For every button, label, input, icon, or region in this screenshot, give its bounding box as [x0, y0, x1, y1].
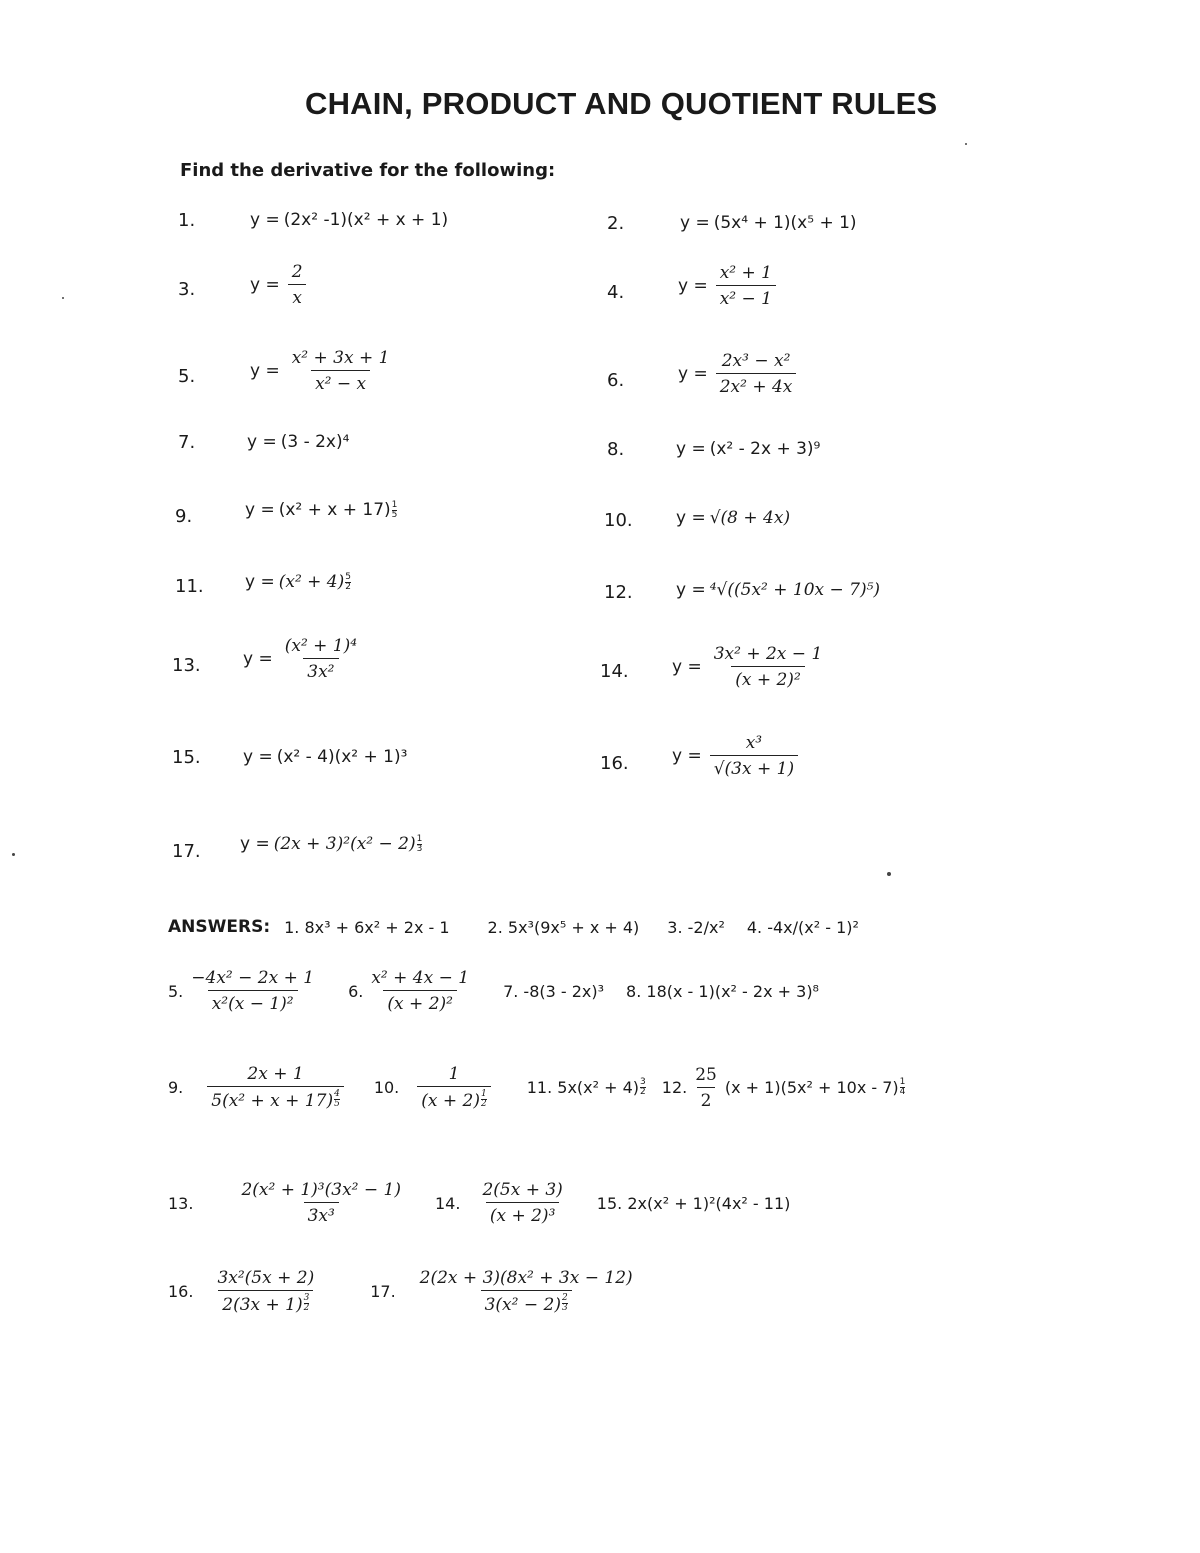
problem-17-equation [240, 834, 422, 854]
exponent-denominator: 2 [303, 1303, 310, 1313]
fraction-numerator: 2x + 1 [247, 1064, 304, 1084]
problem-lead: y = [250, 275, 280, 295]
problem-13-number: 13. [172, 655, 201, 676]
answer-5-fraction [187, 968, 318, 1014]
answer-12-exponent [900, 1078, 906, 1097]
problem-fraction [716, 263, 776, 309]
problem-6-number: 6. [607, 370, 625, 391]
problem-8-equation [676, 439, 820, 459]
problem-11-number: 11. [175, 576, 204, 597]
fraction-denominator: (x + 2)³ [486, 1202, 560, 1226]
problem-10-number: 10. [604, 510, 633, 531]
problem-9-equation [245, 500, 397, 520]
problem-lead: y = [245, 500, 275, 520]
exponent-denominator: 2 [640, 1087, 646, 1097]
problem-4-number: 4. [607, 282, 625, 303]
answer-13-number: 13. [168, 1193, 194, 1213]
fraction-denominator: (x + 2)² [383, 990, 457, 1014]
problem-2-equation [680, 213, 857, 233]
answer-1: 1. 8x³ + 6x² + 2x - 1 [284, 917, 450, 937]
problem-expression: (5x⁴ + 1)(x⁵ + 1) [713, 213, 857, 233]
answer-12-number: 12. [661, 1078, 688, 1097]
problem-lead: y = [676, 439, 706, 459]
problem-16-equation [672, 733, 802, 779]
exponent-denominator: 5 [334, 1099, 340, 1109]
exponent-fraction [345, 573, 351, 592]
fraction-denominator: x² − 1 [716, 285, 776, 309]
answer-10-number: 10. [373, 1078, 400, 1097]
exponent-fraction [392, 501, 398, 520]
problem-fraction [281, 636, 361, 682]
fraction-numerator: 3x² + 2x − 1 [713, 644, 823, 664]
answer-12-coefficient [691, 1065, 721, 1111]
fraction-denominator: x² − x [311, 370, 370, 394]
fraction-numerator: 2(5x + 3) [482, 1180, 563, 1200]
instructions: Find the derivative for the following: [180, 160, 556, 181]
exponent-fraction [481, 1090, 487, 1109]
problem-expression: (x² - 4)(x² + 1)³ [276, 747, 408, 767]
problem-14-equation [672, 644, 830, 690]
problem-lead: y = [676, 580, 706, 600]
problem-16-number: 16. [600, 753, 629, 774]
answer-6-fraction [367, 968, 473, 1014]
answer-9-number: 9. [168, 1078, 184, 1097]
scan-speck [12, 853, 15, 856]
fraction-denominator: (x + 2)² [731, 666, 805, 690]
answer-13-fraction [237, 1180, 405, 1226]
problem-7-equation [247, 432, 349, 452]
answer-7: 7. -8(3 - 2x)³ [503, 981, 605, 1001]
exponent-fraction [334, 1090, 340, 1109]
fraction-denominator: 2x² + 4x [716, 373, 797, 397]
problem-lead: y = [250, 210, 280, 230]
problem-lead: y = [243, 747, 273, 767]
problem-lead: y = [678, 276, 708, 296]
problem-15-number: 15. [172, 747, 201, 768]
problem-fraction [716, 351, 797, 397]
problem-15-equation [243, 747, 407, 767]
exponent-numerator: 1 [391, 499, 398, 510]
fraction-numerator: x² + 4x − 1 [371, 968, 470, 988]
fraction-denominator: x [288, 284, 306, 308]
problem-lead: y = [240, 834, 270, 854]
problem-lead: y = [676, 508, 706, 528]
problem-12-number: 12. [604, 582, 633, 603]
problem-expression: (2x + 3)²(x² − 2) [273, 834, 416, 854]
fraction-numerator: 2x³ − x² [721, 351, 791, 371]
denominator-text: 3(x² − 2) [484, 1295, 561, 1315]
problem-3-equation [250, 262, 311, 308]
answers-row-1 [168, 917, 859, 937]
answers-row-4 [168, 1180, 790, 1226]
answer-16-fraction [213, 1268, 318, 1315]
problem-expression: √(8 + 4x) [709, 508, 791, 528]
exponent-denominator: 4 [899, 1087, 906, 1097]
problem-expression: (2x² -1)(x² + x + 1) [283, 210, 449, 230]
problem-lead: y = [243, 649, 273, 669]
exponent-numerator: 3 [303, 1293, 310, 1303]
answers-row-2 [168, 968, 819, 1014]
fraction-numerator: 2(2x + 3)(8x² + 3x − 12) [419, 1268, 633, 1288]
problem-lead: y = [672, 657, 702, 677]
problem-11-equation [245, 572, 351, 592]
problem-10-equation [676, 508, 790, 528]
problem-lead: y = [245, 572, 275, 592]
answers-row-5 [168, 1268, 641, 1315]
exponent-fraction [417, 835, 423, 854]
problem-expression: ⁴√((5x² + 10x − 7)⁵) [709, 580, 881, 600]
problem-2-number: 2. [607, 213, 625, 234]
answer-3: 3. -2/x² [667, 917, 725, 937]
answer-14-number: 14. [434, 1193, 461, 1213]
problem-7-number: 7. [178, 432, 196, 453]
answer-2: 2. 5x³(9x⁵ + x + 4) [487, 917, 640, 937]
exponent-fraction [304, 1294, 310, 1313]
exponent-numerator: 2 [561, 1293, 568, 1303]
answer-17-fraction [416, 1268, 637, 1315]
fraction-numerator: 2 [291, 262, 303, 282]
problem-3-number: 3. [178, 279, 196, 300]
answer-9-fraction [207, 1064, 344, 1111]
answer-11: 11. 5x(x² + 4) [526, 1078, 640, 1097]
answer-4: 4. -4x/(x² - 1)² [746, 917, 859, 937]
exponent-denominator: 3 [416, 843, 423, 854]
problem-1-equation [250, 210, 448, 230]
answer-15: 15. 2x(x² + 1)²(4x² - 11) [596, 1193, 791, 1213]
fraction-denominator: √(3x + 1) [710, 755, 798, 779]
problem-5-equation [250, 348, 397, 394]
scan-speck [62, 297, 64, 299]
exponent-numerator: 1 [899, 1077, 906, 1087]
answer-12: (x + 1)(5x² + 10x - 7) [724, 1078, 899, 1097]
problem-expression: (x² - 2x + 3)⁹ [709, 439, 821, 459]
page-title: CHAIN, PRODUCT AND QUOTIENT RULES [305, 86, 938, 121]
denominator-text: 2(3x + 1) [222, 1295, 303, 1315]
fraction-numerator: (x² + 1)⁴ [284, 636, 358, 656]
problem-expression: (x² + x + 17) [278, 500, 391, 520]
answer-11-exponent [640, 1078, 646, 1097]
exponent-denominator: 5 [391, 509, 398, 520]
exponent-fraction [562, 1294, 568, 1313]
problem-12-equation [676, 580, 880, 600]
exponent-denominator: 2 [345, 581, 351, 592]
fraction-denominator [218, 1290, 313, 1315]
problem-fraction [288, 348, 394, 394]
fraction-numerator: x² + 1 [719, 263, 772, 283]
fraction-numerator: 25 [695, 1064, 717, 1085]
scan-speck [887, 872, 891, 876]
exponent-denominator: 2 [481, 1099, 487, 1109]
fraction-denominator [207, 1086, 344, 1111]
answer-6-number: 6. [348, 981, 364, 1001]
exponent-numerator: 1 [416, 833, 423, 844]
answers-label: ANSWERS: [168, 917, 271, 937]
problem-9-number: 9. [175, 506, 193, 527]
fraction-denominator [481, 1290, 572, 1315]
problem-lead: y = [672, 746, 702, 766]
exponent-denominator: 3 [561, 1303, 568, 1313]
answer-5-number: 5. [168, 981, 184, 1001]
problem-5-number: 5. [178, 366, 196, 387]
fraction-numerator: 2(x² + 1)³(3x² − 1) [241, 1180, 401, 1200]
problem-14-number: 14. [600, 661, 629, 682]
fraction-denominator: 2 [697, 1087, 716, 1111]
answer-16-number: 16. [168, 1282, 194, 1301]
scan-speck [965, 143, 967, 145]
problem-lead: y = [247, 432, 277, 452]
problem-1-number: 1. [178, 210, 196, 231]
exponent-numerator: 3 [640, 1077, 646, 1087]
problem-4-equation [678, 263, 780, 309]
denominator-text: 5(x² + x + 17) [211, 1091, 334, 1111]
fraction-numerator: x² + 3x + 1 [291, 348, 390, 368]
problem-8-number: 8. [607, 439, 625, 460]
fraction-numerator: x³ [745, 733, 763, 753]
exponent-numerator: 5 [345, 571, 351, 582]
answer-17-number: 17. [370, 1282, 396, 1301]
fraction-denominator [417, 1086, 490, 1111]
problem-expression: (3 - 2x)⁴ [280, 432, 350, 452]
problem-17-number: 17. [172, 841, 201, 862]
problem-13-equation [243, 636, 365, 682]
problem-fraction [288, 262, 307, 308]
exponent-numerator: 1 [481, 1089, 487, 1099]
answer-10-fraction [417, 1064, 490, 1111]
problem-6-equation [678, 351, 800, 397]
problem-lead: y = [680, 213, 710, 233]
denominator-text: (x + 2) [421, 1091, 480, 1111]
answer-14-fraction [478, 1180, 566, 1226]
exponent-numerator: 4 [334, 1089, 340, 1099]
fraction-numerator: −4x² − 2x + 1 [191, 968, 315, 988]
fraction-denominator: 3x² [303, 658, 338, 682]
problem-lead: y = [678, 364, 708, 384]
problem-fraction [710, 644, 827, 690]
answer-8: 8. 18(x - 1)(x² - 2x + 3)⁸ [626, 981, 819, 1001]
problem-lead: y = [250, 361, 280, 381]
fraction-numerator: 1 [448, 1064, 460, 1084]
problem-expression: (x² + 4) [278, 572, 345, 592]
fraction-numerator: 3x²(5x + 2) [217, 1268, 315, 1288]
problem-fraction [710, 733, 798, 779]
answers-row-3 [168, 1064, 905, 1111]
fraction-denominator: 3x³ [304, 1202, 339, 1226]
fraction-denominator: x²(x − 1)² [208, 990, 298, 1014]
